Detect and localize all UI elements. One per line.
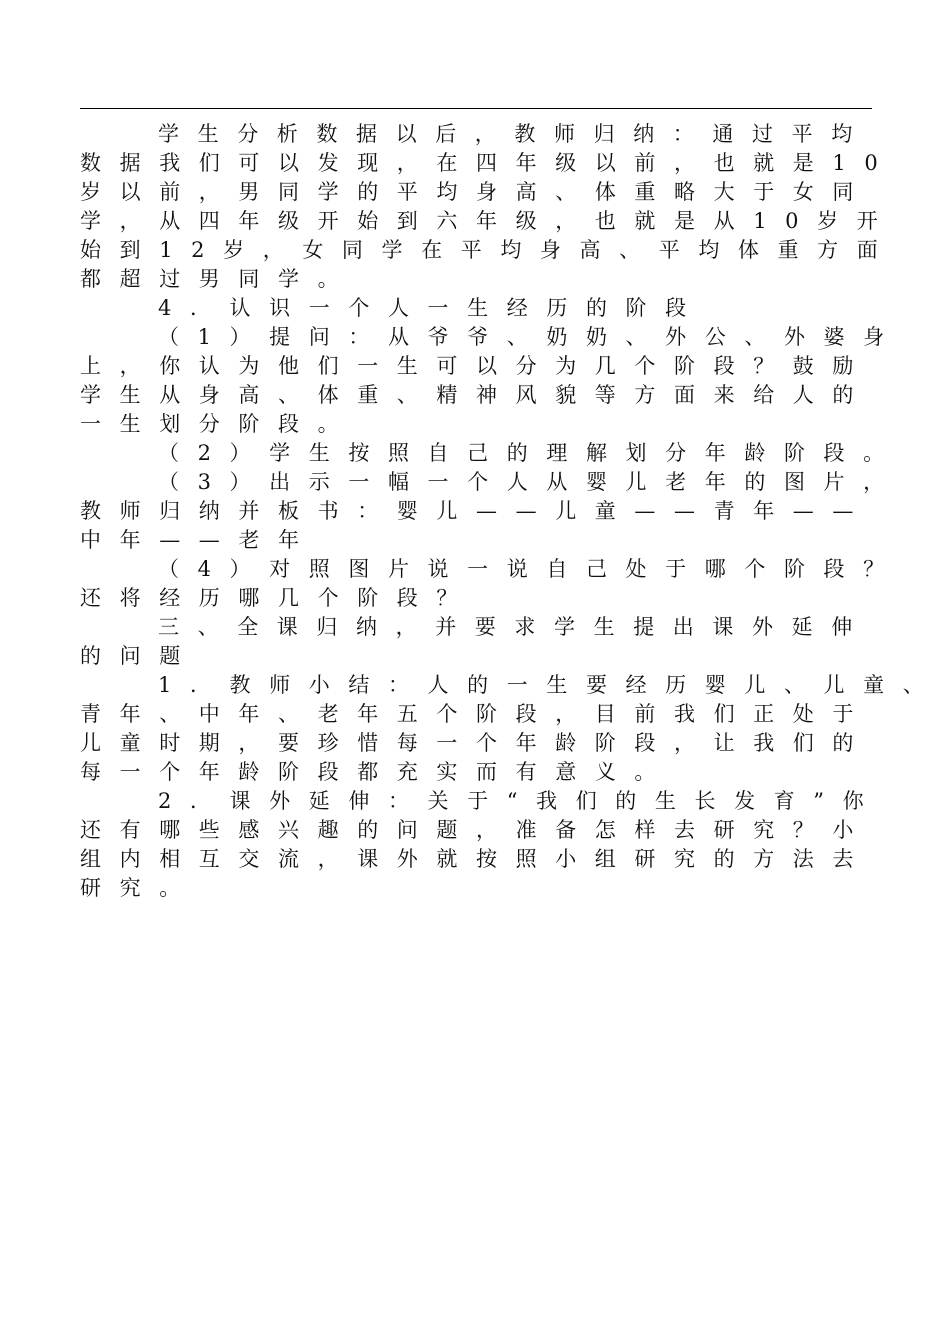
text-line: 2．课外延伸：关于“我们的生长发育”你 <box>158 789 883 813</box>
section-heading: 4．认识一个人一生经历的阶段 <box>158 296 705 320</box>
text-line: 青年、中年、老年五个阶段，目前我们正处于 <box>80 702 872 726</box>
text-line: 1．教师小结：人的一生要经历婴儿、儿童、 <box>158 673 943 697</box>
text-line: 学生分析数据以后，教师归纳：通过平均 <box>158 122 871 146</box>
text-line: （1）提问：从爷爷、奶奶、外公、外婆身 <box>158 325 903 349</box>
text-line: 学生从身高、体重、精神风貌等方面来给人的 <box>80 383 872 407</box>
header-rule <box>80 108 872 109</box>
text-line: 还将经历哪几个阶段？ <box>80 586 476 610</box>
text-line: 教师归纳并板书：婴儿——儿童——青年—— <box>80 499 872 523</box>
text-line: 每一个年龄阶段都充实而有意义。 <box>80 760 674 784</box>
text-line: （4）对照图片说一说自己处于哪个阶段？ <box>158 557 903 581</box>
text-line: 一生划分阶段。 <box>80 412 358 436</box>
text-line: 的问题 <box>80 644 199 668</box>
text-line: 岁以前，男同学的平均身高、体重略大于女同 <box>80 180 872 204</box>
text-line: 组内相互交流，课外就按照小组研究的方法去 <box>80 847 872 871</box>
section-heading: 三、全课归纳，并要求学生提出课外延伸 <box>158 615 871 639</box>
text-line: 上，你认为他们一生可以分为几个阶段？鼓励 <box>80 354 872 378</box>
text-line: 儿童时期，要珍惜每一个年龄阶段，让我们的 <box>80 731 872 755</box>
text-line: （3）出示一幅一个人从婴儿老年的图片， <box>158 470 903 494</box>
text-line: 始到12岁，女同学在平均身高、平均体重方面 <box>80 238 897 262</box>
text-line: 中年——老年 <box>80 528 318 552</box>
text-line: 数据我们可以发现，在四年级以前，也就是10 <box>80 151 897 175</box>
document-body <box>80 120 943 903</box>
text-line: 都超过男同学。 <box>80 267 358 291</box>
text-line: 学，从四年级开始到六年级，也就是从10岁开 <box>80 209 897 233</box>
text-line: （2）学生按照自己的理解划分年龄阶段。 <box>158 441 903 465</box>
text-line: 还有哪些感兴趣的问题，准备怎样去研究？小 <box>80 818 872 842</box>
text-line: 研究。 <box>80 876 199 900</box>
